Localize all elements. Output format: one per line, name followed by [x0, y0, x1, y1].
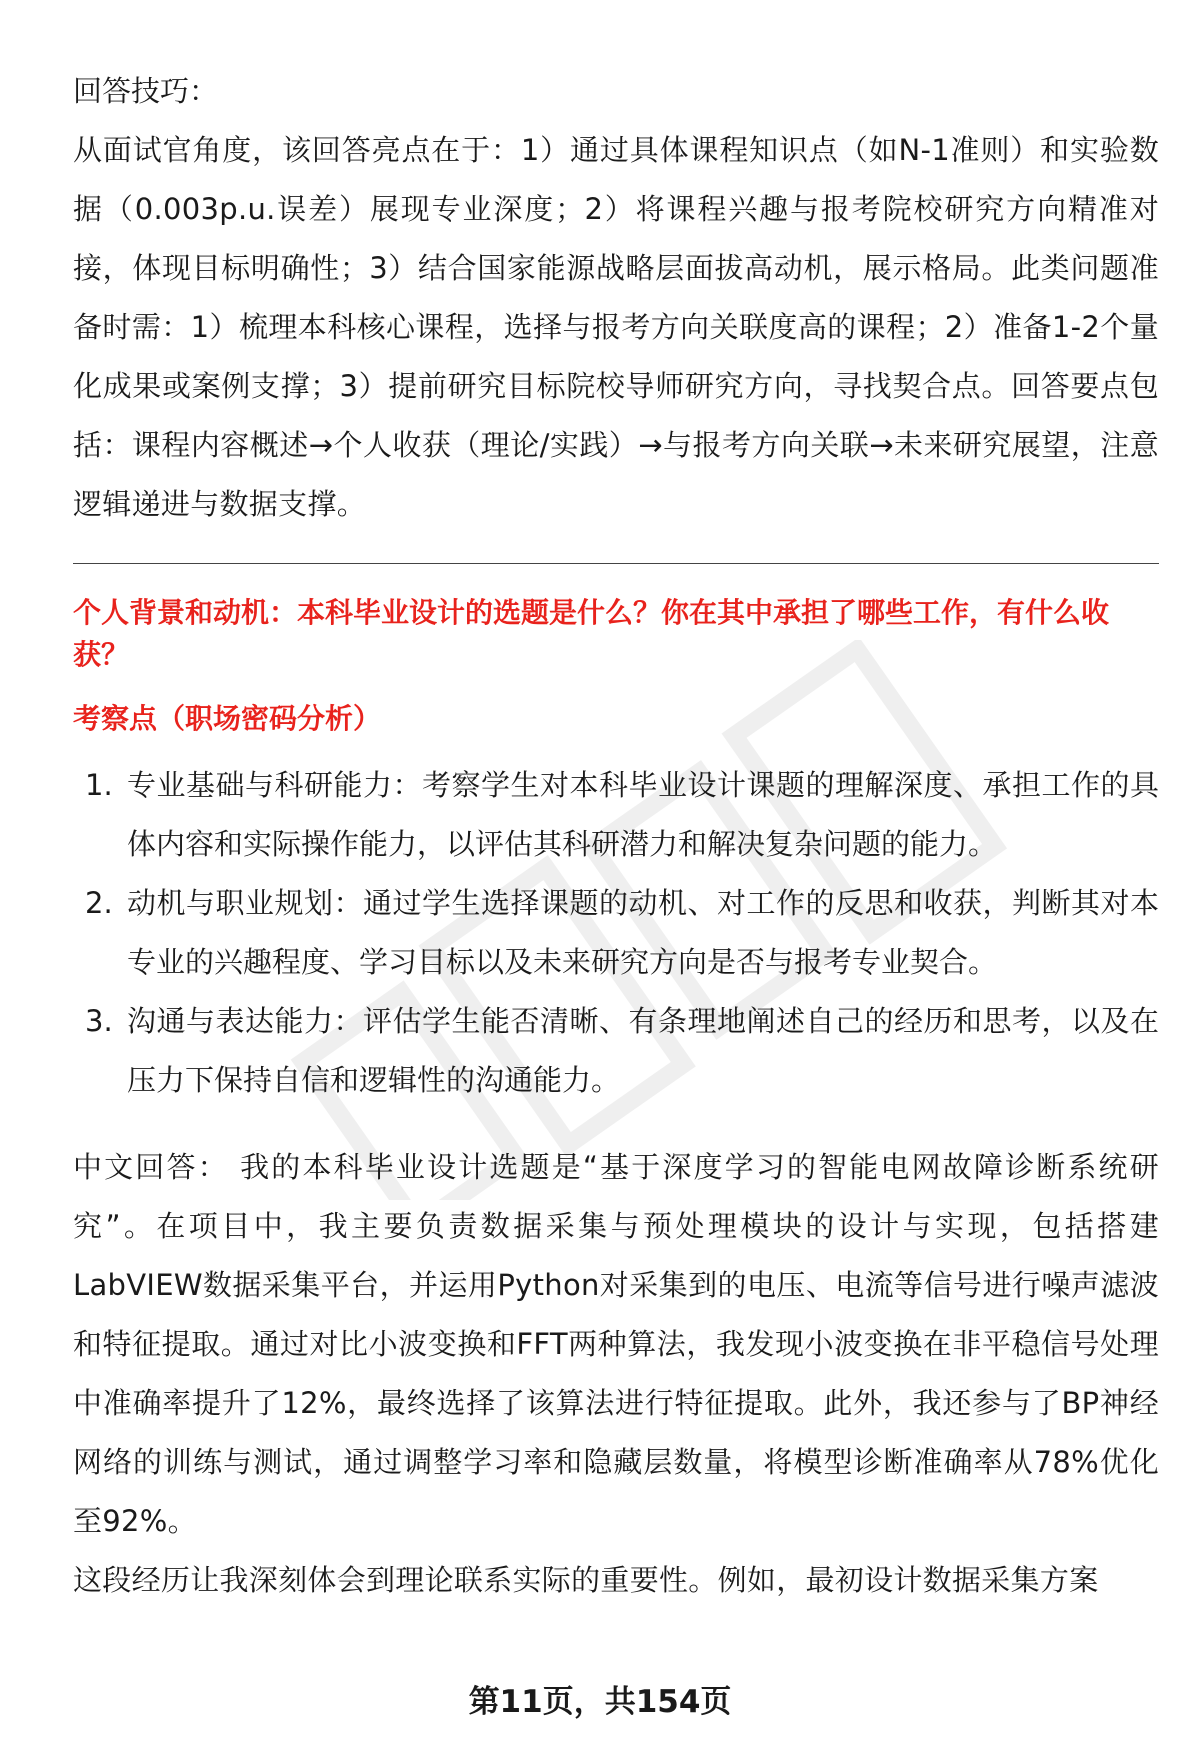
document-page — [73, 62, 1159, 1610]
list-item — [73, 874, 1159, 992]
section-divider — [73, 563, 1159, 564]
answer-paragraph: 中文回答： 我的本科毕业设计选题是“基于深度学习的智能电网故障诊断系统研究”。在项目中，我主要负责数据采集与预处理模块的设计与实现，包括搭建LabVIEW数据采集平台，并运用Python对采集到的电压、电流等信号进行噪声滤波和特征提取。通过对比小波变换和FFT两种算法，我发现小波变换在非平稳信号处理中准确率提升了12%，最终选择了该算法进行特征提取。此外，我还参与了BP神经网络的训练与测试，通过调整学习率和隐藏层数量，将模型诊断准确率从78%优化至92%。 — [73, 1150, 1159, 1538]
answer-block — [73, 1138, 1159, 1610]
list-item-number: 3. — [85, 1004, 113, 1038]
answer-paragraph-continued: 这段经历让我深刻体会到理论联系实际的重要性。例如，最初设计数据采集方案 — [73, 1563, 1099, 1597]
list-item-text: 动机与职业规划：通过学生选择课题的动机、对工作的反思和收获，判断其对本专业的兴趣程度、学习目标以及未来研究方向是否与报考专业契合。 — [127, 886, 1159, 979]
list-item — [73, 756, 1159, 874]
tips-paragraph: 从面试官角度，该回答亮点在于：1）通过具体课程知识点（如N-1准则）和实验数据（0.003p.u.误差）展现专业深度；2）将课程兴趣与报考院校研究方向精准对接，体现目标明确性；3）结合国家能源战略层面拔高动机，展示格局。此类问题准备时需：1）梳理本科核心课程，选择与报考方向关联度高的课程；2）准备1-2个量化成果或案例支撑；3）提前研究目标院校导师研究方向，寻找契合点。回答要点包括：课程内容概述→个人收获（理论/实践）→与报考方向关联→未来研究展望，注意逻辑递进与数据支撑。 — [73, 133, 1159, 521]
assessment-list — [73, 756, 1159, 1110]
list-item-number: 1. — [85, 768, 113, 802]
page-number: 第11页，共154页 — [468, 1684, 732, 1720]
list-item-number: 2. — [85, 886, 113, 920]
list-item — [73, 992, 1159, 1110]
question-heading: 个人背景和动机：本科毕业设计的选题是什么？你在其中承担了哪些工作，有什么收获？ — [73, 596, 1110, 671]
assessment-heading: 考察点（职场密码分析） — [73, 702, 382, 735]
list-item-text: 沟通与表达能力：评估学生能否清晰、有条理地阐述自己的经历和思考，以及在压力下保持自信和逻辑性的沟通能力。 — [127, 1004, 1159, 1097]
list-item-text: 专业基础与科研能力：考察学生对本科毕业设计课题的理解深度、承担工作的具体内容和实际操作能力，以评估其科研潜力和解决复杂问题的能力。 — [127, 768, 1159, 861]
tips-label: 回答技巧： — [73, 74, 219, 108]
